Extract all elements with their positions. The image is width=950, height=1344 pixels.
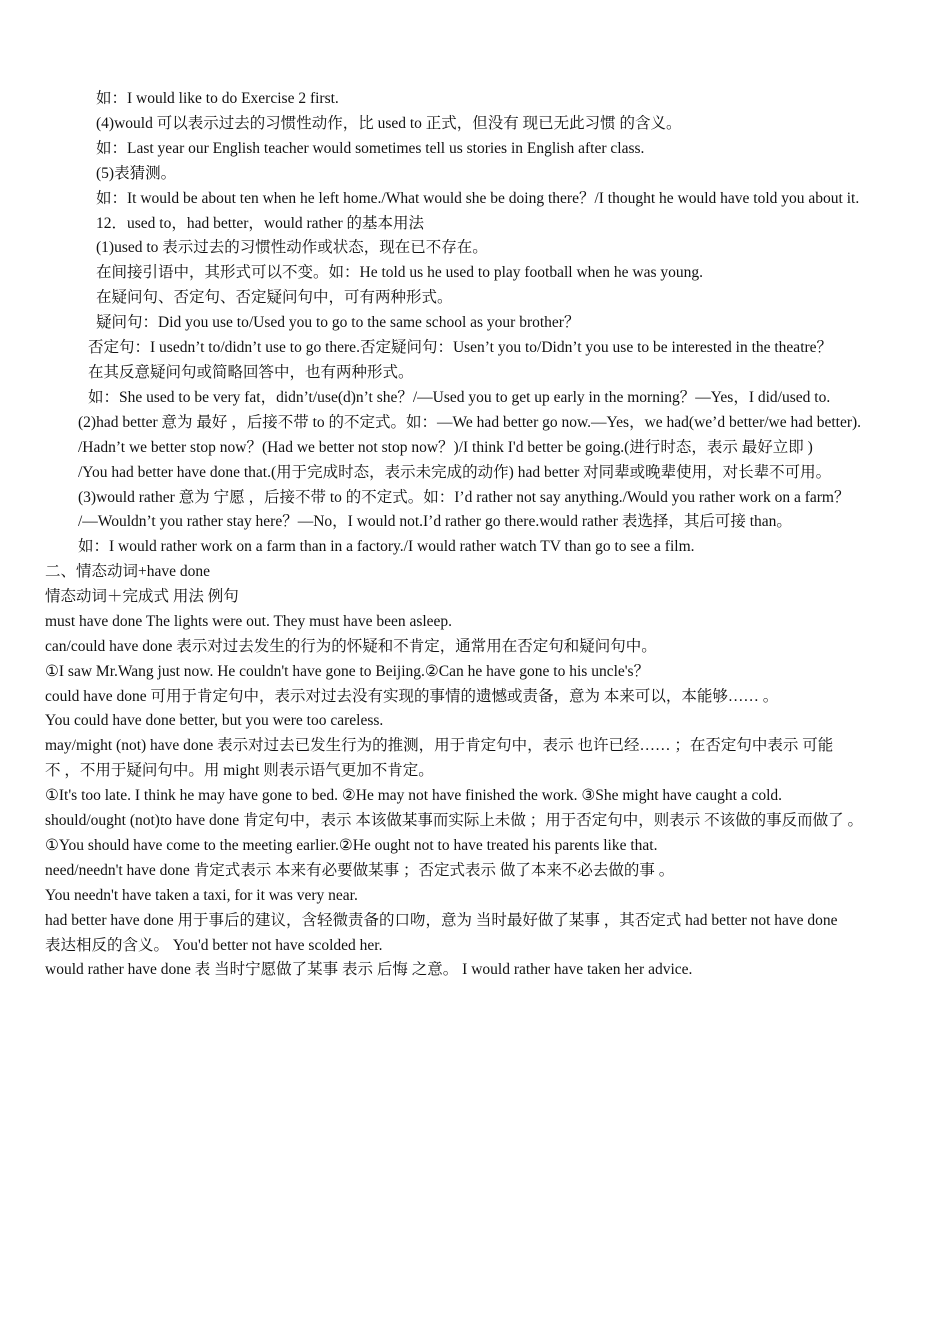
text-line: need/needn't have done 肯定式表示 本来有必要做某事 ；否定式表示 做了本来不必去做的事 。 (45, 862, 675, 879)
text-line: ①It's too late. I think he may have gone to bed. ②He may not have finished the work. ③She might have caught a cold. (45, 787, 783, 804)
text-line: /You had better have done that.(用于完成时态，表示未完成的动作) had better 对同辈或晚辈使用，对长辈不可用。 (78, 464, 832, 481)
text-line: 在疑问句、否定句、否定疑问句中，可有两种形式。 (96, 289, 453, 306)
text-line: (2)had better 意为 最好 ，后接不带 to 的不定式。如：—We had better go now.—Yes，we had(we’d better/we had better). (78, 414, 862, 431)
text-line: (1)used to 表示过去的习惯性动作或状态，现在已不存在。 (96, 239, 488, 256)
text-line: (4)would 可以表示过去的习惯性动作，比 used to 正式，但没有 现已无此习惯 的含义。 (96, 115, 682, 132)
text-line: /Hadn’t we better stop now？(Had we better not stop now？)/I think I'd better be going.(进行时态，表示 最好立即 ) (78, 439, 813, 456)
text-line: must have done The lights were out. They must have been asleep. (45, 613, 453, 630)
text-line: (3)would rather 意为 宁愿 ，后接不带 to 的不定式。如：I’d rather not say anything./Would you rather work on a farm？ (78, 489, 850, 506)
text-line: 如：It would be about ten when he left home./What would she be doing there？/I thought he would have told you about it. (96, 190, 860, 207)
text-line: can/could have done 表示对过去发生的行为的怀疑和不肯定，通常用在否定句和疑问句中。 (45, 638, 657, 655)
section-heading: 12．used to，had better，would rather 的基本用法 (96, 215, 425, 232)
text-line: would rather have done 表 当时宁愿做了某事 表示 后悔 之意。 I would rather have taken her advice. (45, 961, 693, 978)
text-line: 如：I would like to do Exercise 2 first. (96, 90, 339, 107)
text-line: ①You should have come to the meeting earlier.②He ought not to have treated his parents like that. (45, 837, 658, 854)
text-line: You needn't have taken a taxi, for it was very near. (45, 887, 358, 904)
text-line: should/ought (not)to have done 肯定句中，表示 本该做某事而实际上未做 ；用于否定句中，则表示 不该做的事反而做了 。 (45, 812, 864, 829)
text-line: 表达相反的含义。 You'd better not have scolded her. (45, 937, 383, 954)
text-line: 在其反意疑问句或简略回答中，也有两种形式。 (88, 364, 414, 381)
text-line: 在间接引语中，其形式可以不变。如：He told us he used to play football when he was young. (96, 264, 704, 281)
text-line: 如：She used to be very fat，didn’t/use(d)n’t she？/—Used you to get up early in the morning？—Yes，I did/used to. (88, 389, 831, 406)
table-header: 情态动词＋完成式 用法 例句 (45, 588, 239, 605)
text-line: /—Wouldn’t you rather stay here？—No，I would not.I’d rather go there.would rather 表选择，其后可接 than。 (78, 513, 792, 530)
section-heading: 二、情态动词+have done (45, 563, 211, 580)
text-line: 不 ，不用于疑问句中。用 might 则表示语气更加不肯定。 (45, 762, 434, 779)
text-line: could have done 可用于肯定句中，表示对过去没有实现的事情的遗憾或责备，意为 本来可以，本能够…… 。 (45, 688, 779, 705)
text-line: may/might (not) have done 表示对过去已发生行为的推测，用于肯定句中，表示 也许已经…… ；在否定句中表示 可能 (45, 737, 834, 754)
text-line: You could have done better, but you were too careless. (45, 712, 384, 729)
text-line: (5)表猜测。 (96, 165, 177, 182)
text-line: 否定句：I usedn’t to/didn’t use to go there.否定疑问句：Usen’t you to/Didn’t you use to be interested in the theatre？ (88, 339, 833, 356)
text-line: had better have done 用于事后的建议，含轻微责备的口吻，意为 当时最好做了某事 ，其否定式 had better not have done (45, 912, 838, 929)
text-line: 如：I would rather work on a farm than in a factory./I would rather watch TV than go to see a film. (78, 538, 695, 555)
text-line: 疑问句：Did you use to/Used you to go to the same school as your brother？ (96, 314, 580, 331)
text-line: ①I saw Mr.Wang just now. He couldn't have gone to Beijing.②Can he have gone to his uncle's？ (45, 663, 650, 680)
text-line: 如：Last year our English teacher would sometimes tell us stories in English after class. (96, 140, 645, 157)
